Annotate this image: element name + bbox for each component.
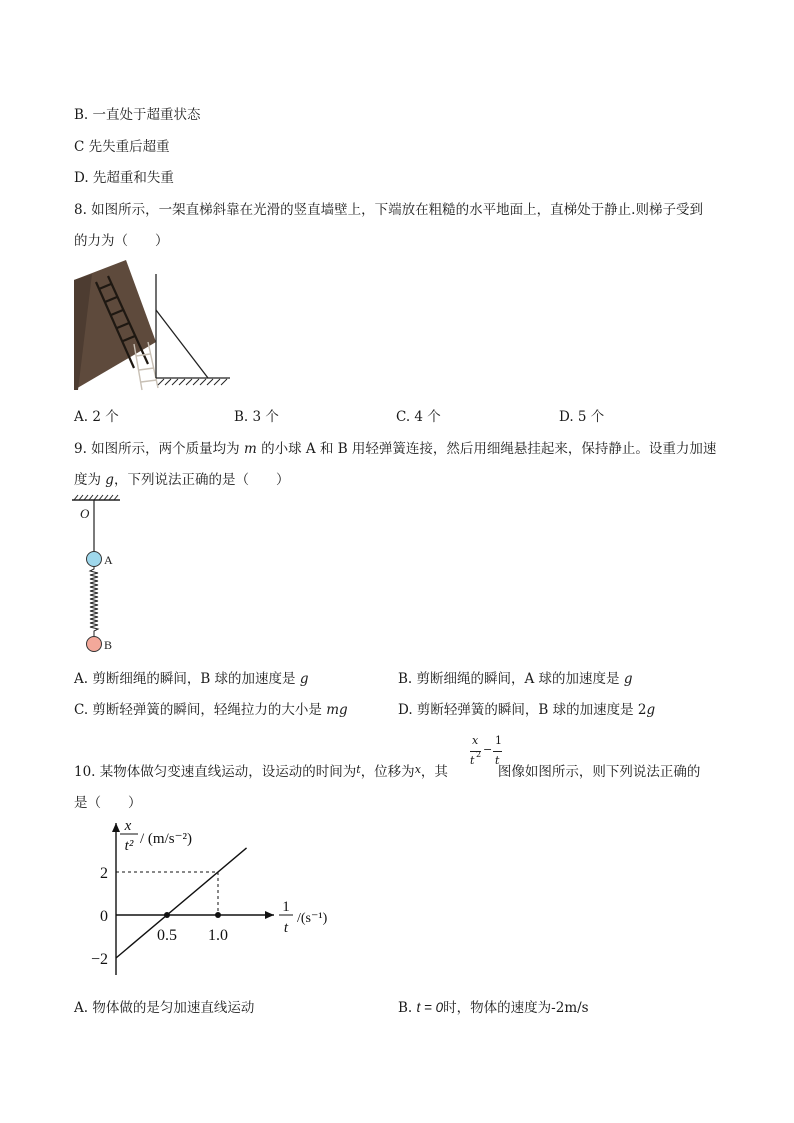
q8-option-c[interactable]: C. 4 个 bbox=[396, 409, 441, 425]
data-point-0 bbox=[164, 912, 170, 918]
q9-option-b[interactable]: B. 剪断细绳的瞬间，A 球的加速度是 g bbox=[398, 671, 633, 687]
y-label-unit: / (m/s⁻²) bbox=[140, 831, 192, 847]
q10-fraction-expression: x t 2 − 1 t bbox=[470, 734, 502, 767]
x-label-numerator: 1 bbox=[282, 899, 290, 915]
q7-option-d[interactable]: D. 先超重和失重 bbox=[74, 170, 174, 186]
ball-a-label: A bbox=[104, 553, 113, 567]
q8-ladder-figure bbox=[72, 258, 237, 394]
q9-option-c[interactable]: C. 剪断轻弹簧的瞬间，轻绳拉力的大小是 mg bbox=[74, 702, 348, 718]
x-label-denominator: t bbox=[283, 920, 289, 936]
y-tick-label-0: 2 bbox=[100, 865, 108, 882]
q8-stem-line1: 8. 如图所示，一架直梯斜靠在光滑的竖直墙壁上，下端放在粗糙的水平地面上，直梯处于静止.则梯子受到 bbox=[74, 202, 703, 218]
q8-option-b[interactable]: B. 3 个 bbox=[234, 409, 279, 425]
q10-stem-line2: 是（ ） bbox=[74, 795, 142, 811]
ball-b-label: B bbox=[104, 638, 113, 652]
q9-stem-line1: 9. 如图所示，两个质量均为 m 的小球 A 和 B 用轻弹簧连接，然后用细绳悬挂起来，保持静止。设重力加速 bbox=[74, 441, 717, 457]
q9-option-d[interactable]: D. 剪断轻弹簧的瞬间，B 球的加速度是 2g bbox=[398, 702, 656, 718]
q7-option-b[interactable]: B. 一直处于超重状态 bbox=[74, 107, 201, 123]
q10-stem-line1: 10. 某物体做匀变速直线运动，设运动的时间为$^t$，位移为$^x$，其 图像如图所示，则下列说法正确的 bbox=[74, 763, 701, 780]
q7-option-c[interactable]: C 先失重后超重 bbox=[74, 139, 170, 155]
y-label-numerator: x bbox=[124, 818, 132, 834]
q10-graph bbox=[80, 815, 350, 980]
ball-b bbox=[87, 637, 102, 652]
y-label-denominator: t² bbox=[124, 838, 134, 854]
q9-option-a[interactable]: A. 剪断细绳的瞬间，B 球的加速度是 g bbox=[74, 671, 309, 687]
q10-option-a[interactable]: A. 物体做的是匀加速直线运动 bbox=[74, 1000, 255, 1016]
x-label-unit: /(s⁻¹) bbox=[297, 911, 328, 926]
q8-option-a[interactable]: A. 2 个 bbox=[74, 409, 119, 425]
q8-stem-line2: 的力为（ ） bbox=[74, 233, 169, 249]
q8-option-d[interactable]: D. 5 个 bbox=[559, 409, 605, 425]
x-tick-label-1: 1.0 bbox=[208, 927, 228, 944]
data-point-1 bbox=[215, 912, 221, 918]
ladder-schematic bbox=[156, 274, 230, 385]
q10-option-b[interactable]: B. t = 0时，物体的速度为-2m/s bbox=[398, 1000, 589, 1016]
ladder-photo bbox=[74, 260, 158, 390]
q9-stem-line2: 度为 g，下列说法正确的是（ ） bbox=[74, 472, 290, 488]
point-o-label: O bbox=[80, 506, 90, 521]
y-tick-label-2: −2 bbox=[90, 951, 108, 968]
ball-a bbox=[87, 552, 102, 567]
x-tick-label-0: 0.5 bbox=[157, 927, 177, 944]
y-tick-label-1: 0 bbox=[100, 908, 108, 925]
q9-spring-figure bbox=[68, 494, 128, 654]
